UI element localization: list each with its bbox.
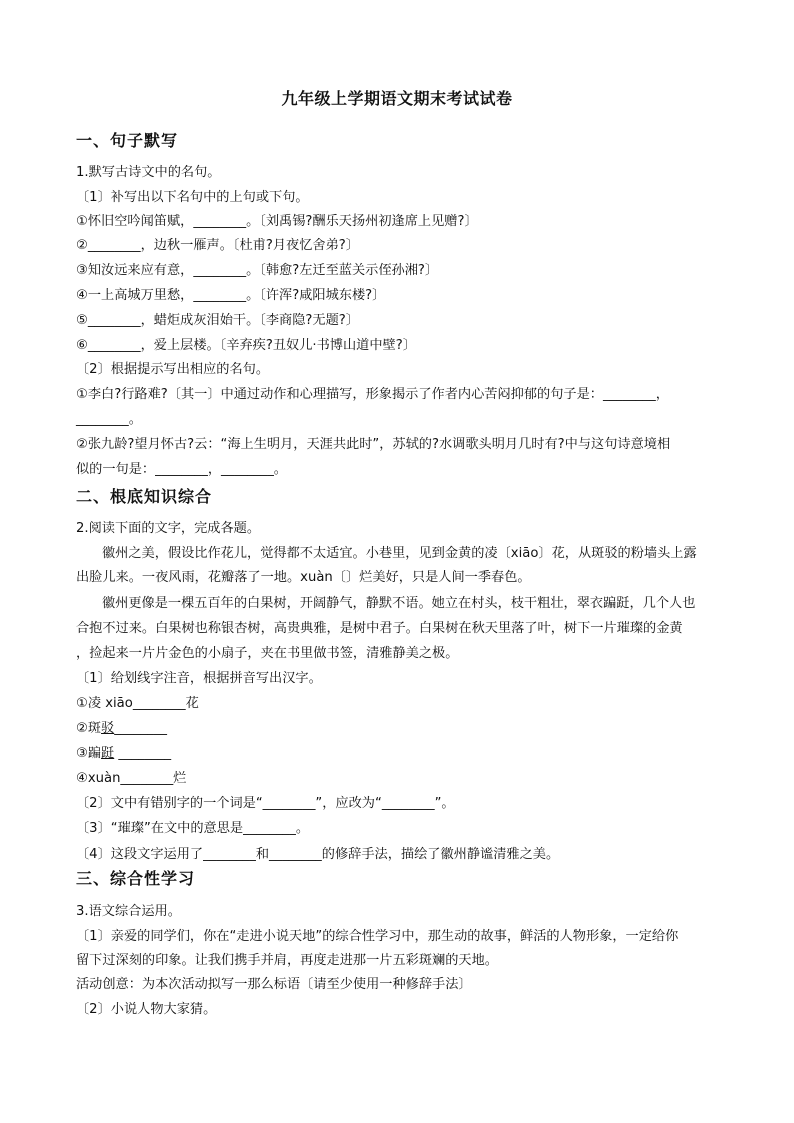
q1-line-6: ⑥________，爱上层楼。〔辛弃疾?丑奴儿·书博山道中壁?〕 [76, 338, 416, 353]
question-2-title: 2.阅读下面的文字，完成各题。 [76, 521, 261, 536]
underlined-char-xian: 跹 [101, 746, 115, 761]
q1-line-7a: ①李白?行路难?〔其一〕中通过动作和心理描写，形象揭示了作者内心苦闷抑郁的句子是：________， [76, 387, 669, 402]
section-heading-2: 二、根底知识综合 [76, 487, 213, 506]
q2-answer-1: ①凌 xiāo________花 [76, 696, 199, 711]
passage-para-2b: 合抱不过来。白果树也称银杏树，高贵典雅，是树中君子。白果树在秋天里落了叶，树下一片璀璨的金黄 [76, 621, 683, 636]
q1-line-8a: ②张九龄?望月怀古?云：“海上生明月，天涯共此时”，苏轼的?水调歌头明月几时有?中与这句诗意境相 [76, 437, 671, 452]
answer-2-blank: ________ [114, 721, 167, 736]
answer-2-prefix: ②斑 [76, 721, 102, 736]
passage-para-1b: 出脸儿来。一夜风雨，花瓣落了一地。xuàn〔〕烂美好，只是人间一季春色。 [76, 570, 531, 585]
question-3-title: 3.语文综合运用。 [76, 904, 181, 919]
q3-part2: 〔2〕小说人物大家猜。 [76, 1002, 217, 1017]
answer-3-prefix: ③蹁 [76, 746, 102, 761]
q1-line-4: ④一上高城万里愁，________。〔许浑?咸阳城东楼?〕 [76, 288, 386, 303]
underlined-char-bo: 驳 [101, 721, 115, 736]
q2-part1-instruction: 〔1〕给划线字注音，根据拼音写出汉字。 [76, 671, 322, 686]
section-heading-1: 一、句子默写 [76, 131, 179, 150]
answer-3-blank: ________ [114, 746, 172, 761]
section-heading-3: 三、综合性学习 [76, 869, 196, 888]
q2-part4: 〔4〕这段文字运用了________和________的修辞手法，描绘了徽州静谧清雅之美。 [76, 847, 560, 862]
q1-part2-instruction: 〔2〕根据提示写出相应的名句。 [76, 362, 270, 377]
q1-line-8b: 似的一句是：________，________。 [76, 462, 287, 477]
q1-line-3: ③知汝远来应有意，________。〔韩愈?左迁至蓝关示侄孙湘?〕 [76, 263, 439, 278]
passage-para-2c: ，捡起来一片片金色的小扇子，夹在书里做书签，清雅静美之极。 [76, 646, 459, 661]
q1-part1-instruction: 〔1〕补写出以下名句中的上句或下句。 [76, 190, 309, 205]
q2-answer-4: ④xuàn________烂 [76, 771, 187, 786]
passage-para-1a: 徽州之美，假设比作花儿，觉得都不太适宜。小巷里，见到金黄的凌〔xiāo〕花，从斑驳的粉墙头上露 [102, 546, 697, 561]
q3-part1a: 〔1〕亲爱的同学们，你在“走进小说天地”的综合性学习中，那生动的故事，鲜活的人物形象，一定给你 [76, 929, 679, 944]
q2-part3: 〔3〕“璀璨”在文中的意思是________。 [76, 821, 310, 836]
q1-line-7b: ________。 [76, 412, 142, 427]
question-1-title: 1.默写古诗文中的名句。 [76, 165, 221, 180]
q2-answer-3 [76, 741, 721, 766]
passage-para-2a: 徽州更像是一棵五百年的白果树，开阔静气，静默不语。她立在村头，枝干粗壮，翠衣蹁跹，几个人也 [102, 596, 696, 611]
q1-line-2: ②________，边秋一雁声。〔杜甫?月夜忆舍弟?〕 [76, 238, 359, 253]
q2-part2: 〔2〕文中有错别字的一个词是“________”，应改为“________”。 [76, 796, 455, 811]
q3-activity-idea: 活动创意：为本次活动拟写一那么标语〔请至少使用一种修辞手法〕 [76, 977, 472, 992]
q1-line-5: ⑤________，蜡炬成灰泪始干。〔李商隐?无题?〕 [76, 313, 359, 328]
page-title: 九年级上学期语文期末考试试卷 [281, 89, 513, 108]
q2-answer-2 [76, 716, 721, 741]
q1-line-1: ①怀旧空吟闻笛赋，________。〔刘禹锡?酬乐天扬州初逢席上见赠?〕 [76, 214, 478, 229]
q3-part1b: 留下过深刻的印象。让我们携手并肩，再度走进那一片五彩斑斓的天地。 [76, 953, 498, 968]
